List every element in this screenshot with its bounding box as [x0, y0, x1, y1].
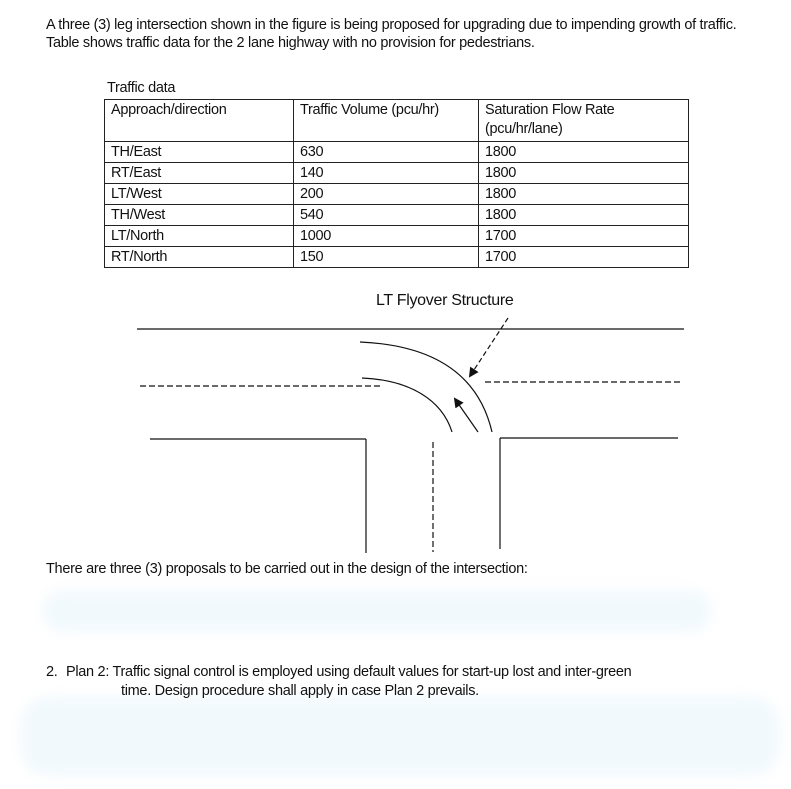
cell-approach: RT/North	[105, 247, 294, 268]
flyover-direction-arrow	[455, 399, 478, 432]
header-saturation: Saturation Flow Rate (pcu/hr/lane)	[479, 100, 689, 142]
plan-2-text: Plan 2: Traffic signal control is employed using default values for start-up lost and inter-green	[66, 664, 632, 680]
header-approach: Approach/direction	[105, 100, 294, 142]
cell-approach: LT/North	[105, 226, 294, 247]
cell-volume: 200	[294, 184, 479, 205]
cell-saturation: 1800	[479, 205, 689, 226]
cell-volume: 1000	[294, 226, 479, 247]
cell-saturation: 1800	[479, 163, 689, 184]
intro-line-2: Table shows traffic data for the 2 lane highway with no provision for pedestrians.	[46, 35, 535, 51]
redacted-region-1	[42, 590, 712, 632]
redacted-region-2	[20, 696, 780, 776]
cell-volume: 150	[294, 247, 479, 268]
cell-saturation: 1700	[479, 226, 689, 247]
plan-2-item	[46, 663, 631, 701]
cell-approach: TH/West	[105, 205, 294, 226]
proposals-intro: There are three (3) proposals to be carried out in the design of the intersection:	[46, 561, 528, 577]
flyover-leader-line	[470, 318, 508, 376]
flyover-label: LT Flyover Structure	[376, 292, 514, 309]
table-caption: Traffic data	[107, 80, 176, 96]
cell-saturation: 1700	[479, 247, 689, 268]
cell-volume: 630	[294, 142, 479, 163]
plan-2-line-1	[46, 663, 631, 682]
cell-approach: LT/West	[105, 184, 294, 205]
intro-line-1: A three (3) leg intersection shown in the figure is being proposed for upgrading due to impending growth of traffic.	[46, 17, 737, 33]
flyover-outer-curve	[360, 342, 492, 432]
cell-volume: 140	[294, 163, 479, 184]
header-volume: Traffic Volume (pcu/hr)	[294, 100, 479, 142]
cell-saturation: 1800	[479, 184, 689, 205]
cell-volume: 540	[294, 205, 479, 226]
plan-2-number: 2.	[46, 664, 58, 680]
cell-approach: TH/East	[105, 142, 294, 163]
plan-2-line-2: time. Design procedure shall apply in case Plan 2 prevails.	[121, 683, 479, 699]
cell-approach: RT/East	[105, 163, 294, 184]
cell-saturation: 1800	[479, 142, 689, 163]
